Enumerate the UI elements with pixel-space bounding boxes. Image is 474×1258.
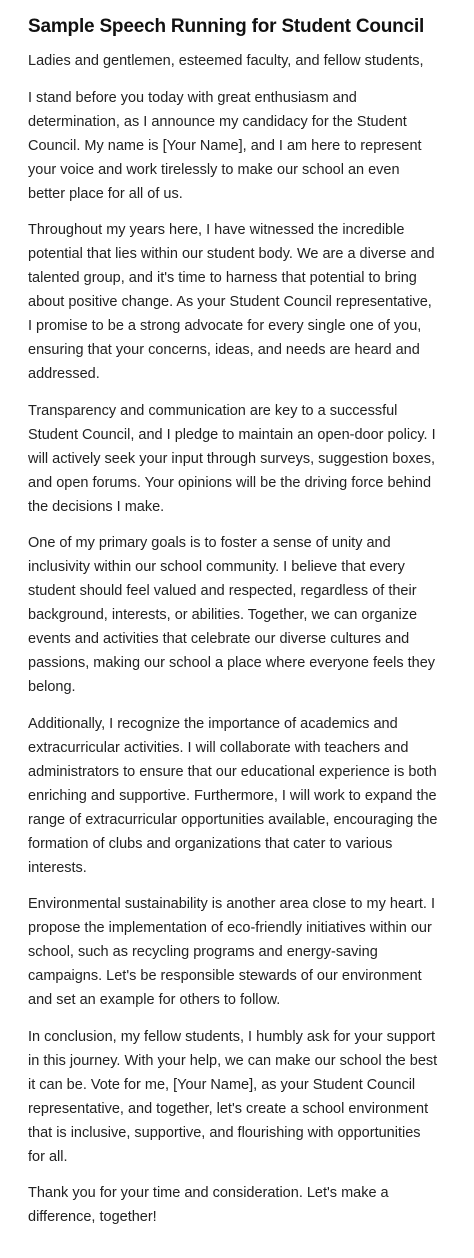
paragraph-sustainability: Environmental sustainability is another area close to my heart. I propose the implementation of eco-friendly initiatives within our school, such as recycling programs and energy-saving campaigns. Let's be responsible stewards of our environment and set an example for others to follow. [28,896,436,1008]
paragraph-student-body: Throughout my years here, I have witnessed the incredible potential that lies within our student body. We are a diverse and talented group, and it's time to harness that potential to bring about positive change. As your Student Council representative, I promise to be a strong advocate for every single one of you, ensuring that your concerns, ideas, and needs are heard and addressed. [28,222,435,382]
speech-document [28,14,438,1242]
document-title: Sample Speech Running for Student Council [28,16,425,37]
paragraph-unity: One of my primary goals is to foster a sense of unity and inclusivity within our school community. I believe that every student should feel valued and respected, regardless of their background, interests, or abilities. Together, we can organize events and activities that celebrate our diverse cultures and passions, making our school a place where everyone feels they belong. [28,535,436,695]
paragraph-academics: Additionally, I recognize the importance of academics and extracurricular activities. I will collaborate with teachers and administrators to ensure that our educational experience is both enriching and supportive. Furthermore, I will work to expand the range of extracurricular opportunities available, encouraging the formation of clubs and organizations that cater to various interests. [28,715,438,876]
paragraph-closing: Thank you for your time and consideration. Let's make a difference, together! [28,1185,389,1225]
paragraph-greeting: Ladies and gentlemen, esteemed faculty, and fellow students, [28,53,424,69]
paragraph-introduction: I stand before you today with great enthusiasm and determination, as I announce my candidacy for the Student Council. My name is [Your Name], and I am here to represent your voice and work tirelessly to make our school an even better place for all of us. [28,89,422,202]
paragraph-conclusion: In conclusion, my fellow students, I humbly ask for your support in this journey. With your help, we can make our school the best it can be. Vote for me, [Your Name], as your Student Council representative, and together, let's create a school environment that is inclusive, supportive, and flourishing with opportunities for all. [28,1028,438,1165]
paragraph-transparency: Transparency and communication are key to a successful Student Council, and I pledge to maintain an open-door policy. I will actively seek your input through surveys, suggestion boxes, and open forums. Your opinions will be the driving force behind the decisions I make. [28,402,436,515]
